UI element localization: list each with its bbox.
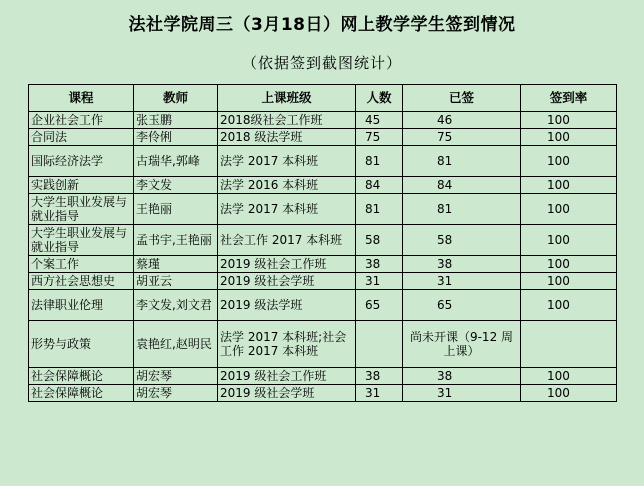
cell-teacher: 胡亚云 <box>134 273 218 290</box>
cell-class: 2019 级社会学班 <box>218 385 356 402</box>
cell-rate: 100 <box>521 177 617 194</box>
cell-signed: 84 <box>403 177 521 194</box>
cell-course: 西方社会思想史 <box>29 273 134 290</box>
cell-class: 2019 级社会工作班 <box>218 368 356 385</box>
cell-count: 81 <box>356 194 403 225</box>
cell-class: 法学 2016 本科班 <box>218 177 356 194</box>
table-row <box>29 256 617 273</box>
cell-rate: 100 <box>521 273 617 290</box>
table-row <box>29 129 617 146</box>
cell-class: 2019 级社会学班 <box>218 273 356 290</box>
signin-table <box>28 84 617 402</box>
cell-rate: 100 <box>521 290 617 321</box>
cell-count: 65 <box>356 290 403 321</box>
cell-signed: 尚未开课（9-12 周上课） <box>403 321 521 368</box>
cell-teacher: 胡宏琴 <box>134 368 218 385</box>
header-signed: 已签 <box>403 85 521 112</box>
cell-course: 社会保障概论 <box>29 385 134 402</box>
cell-course: 大学生职业发展与就业指导 <box>29 225 134 256</box>
cell-class: 法学 2017 本科班 <box>218 146 356 177</box>
cell-course: 国际经济法学 <box>29 146 134 177</box>
cell-course: 社会保障概论 <box>29 368 134 385</box>
cell-count <box>356 321 403 368</box>
header-class: 上课班级 <box>218 85 356 112</box>
cell-course: 形势与政策 <box>29 321 134 368</box>
cell-count: 38 <box>356 256 403 273</box>
cell-class: 2019 级社会工作班 <box>218 256 356 273</box>
cell-rate: 100 <box>521 194 617 225</box>
header-count: 人数 <box>356 85 403 112</box>
cell-course: 实践创新 <box>29 177 134 194</box>
cell-count: 45 <box>356 112 403 129</box>
cell-class: 法学 2017 本科班 <box>218 194 356 225</box>
cell-rate: 100 <box>521 112 617 129</box>
cell-count: 75 <box>356 129 403 146</box>
cell-class: 社会工作 2017 本科班 <box>218 225 356 256</box>
header-teacher: 教师 <box>134 85 218 112</box>
cell-rate: 100 <box>521 256 617 273</box>
cell-class: 2018级社会工作班 <box>218 112 356 129</box>
cell-course: 法律职业伦理 <box>29 290 134 321</box>
cell-teacher: 李文发,刘文君 <box>134 290 218 321</box>
cell-signed: 38 <box>403 368 521 385</box>
cell-course: 个案工作 <box>29 256 134 273</box>
table-header-row <box>29 85 617 112</box>
cell-signed: 58 <box>403 225 521 256</box>
cell-rate: 100 <box>521 368 617 385</box>
cell-signed: 38 <box>403 256 521 273</box>
cell-count: 84 <box>356 177 403 194</box>
cell-class: 法学 2017 本科班;社会工作 2017 本科班 <box>218 321 356 368</box>
cell-rate: 100 <box>521 129 617 146</box>
cell-teacher: 孟书宇,王艳丽 <box>134 225 218 256</box>
cell-rate: 100 <box>521 225 617 256</box>
cell-rate: 100 <box>521 146 617 177</box>
cell-signed: 65 <box>403 290 521 321</box>
cell-count: 81 <box>356 146 403 177</box>
table-row <box>29 112 617 129</box>
cell-teacher: 李伶俐 <box>134 129 218 146</box>
cell-signed: 75 <box>403 129 521 146</box>
table-row <box>29 290 617 321</box>
cell-teacher: 张玉鹏 <box>134 112 218 129</box>
cell-class: 2018 级法学班 <box>218 129 356 146</box>
cell-class: 2019 级法学班 <box>218 290 356 321</box>
cell-count: 58 <box>356 225 403 256</box>
cell-signed: 46 <box>403 112 521 129</box>
cell-teacher: 李文发 <box>134 177 218 194</box>
table-row <box>29 368 617 385</box>
cell-signed: 31 <box>403 273 521 290</box>
table-row <box>29 194 617 225</box>
cell-signed: 81 <box>403 146 521 177</box>
table-row <box>29 385 617 402</box>
cell-teacher: 蔡瑾 <box>134 256 218 273</box>
cell-teacher: 古瑞华,郭峰 <box>134 146 218 177</box>
cell-course: 企业社会工作 <box>29 112 134 129</box>
table-row <box>29 146 617 177</box>
cell-teacher: 王艳丽 <box>134 194 218 225</box>
cell-teacher: 袁艳红,赵明民 <box>134 321 218 368</box>
table-row <box>29 225 617 256</box>
cell-rate: 100 <box>521 385 617 402</box>
cell-rate <box>521 321 617 368</box>
page-subtitle: （依据签到截图统计） <box>241 54 402 72</box>
cell-teacher: 胡宏琴 <box>134 385 218 402</box>
cell-course: 大学生职业发展与就业指导 <box>29 194 134 225</box>
cell-count: 38 <box>356 368 403 385</box>
page-title: 法社学院周三（3月18日）网上教学学生签到情况 <box>128 15 516 35</box>
cell-count: 31 <box>356 385 403 402</box>
cell-count: 31 <box>356 273 403 290</box>
cell-course: 合同法 <box>29 129 134 146</box>
table-row <box>29 177 617 194</box>
table-row <box>29 273 617 290</box>
cell-signed: 31 <box>403 385 521 402</box>
header-course: 课程 <box>29 85 134 112</box>
cell-signed: 81 <box>403 194 521 225</box>
table-row <box>29 321 617 368</box>
header-rate: 签到率 <box>521 85 617 112</box>
